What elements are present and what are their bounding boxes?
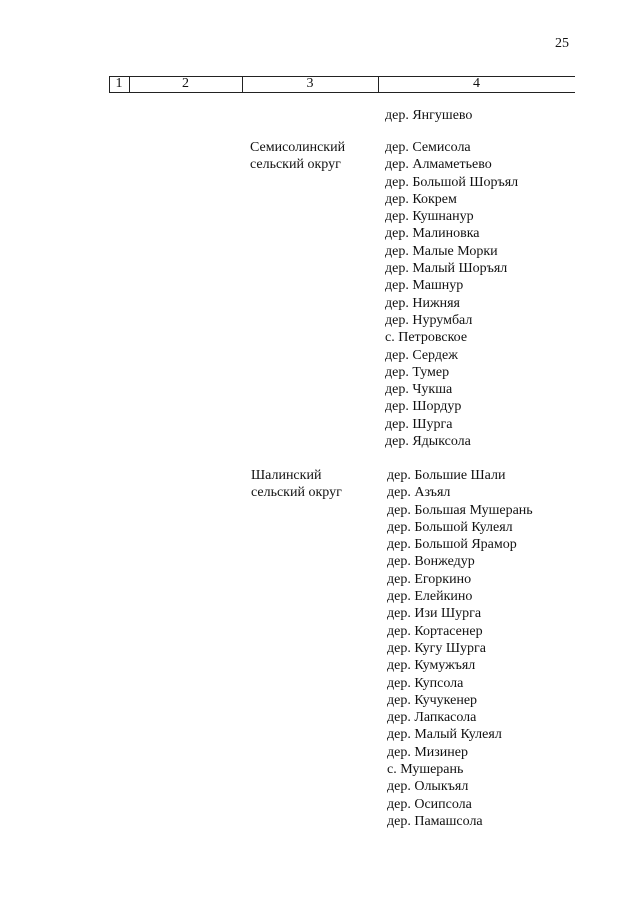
district-name-semisolinsky <box>250 139 345 173</box>
list-item: дер. Кушнанур <box>385 209 474 225</box>
district-line: сельский округ <box>251 485 342 500</box>
list-item: дер. Малый Шоръял <box>385 261 508 277</box>
list-item: дер. Памашсола <box>387 813 483 829</box>
settlement-list-semisolinsky <box>385 139 518 450</box>
list-item: дер. Кугу Шурга <box>387 640 486 656</box>
column-header-4: 4 <box>473 76 480 91</box>
list-item: дер. Нурумбал <box>385 312 473 328</box>
district-line: Семисолинский <box>250 140 346 155</box>
carryover-settlement: дер. Янгушево <box>385 108 473 123</box>
list-item: с. Мушерань <box>387 762 464 778</box>
list-item: дер. Большой Ярамор <box>387 537 517 553</box>
list-item: с. Петровское <box>385 330 468 346</box>
list-item: дер. Изи Шурга <box>387 606 482 622</box>
district-line: сельский округ <box>250 157 341 172</box>
list-item: дер. Нижняя <box>385 295 460 311</box>
list-item: дер. Большие Шали <box>387 468 506 483</box>
list-item: дер. Купсола <box>387 675 464 691</box>
list-item: дер. Ядыксола <box>385 434 471 450</box>
settlement-list-shalinsky <box>387 467 533 830</box>
list-item: дер. Большая Мушерань <box>387 502 533 518</box>
list-item: дер. Чукша <box>385 382 453 398</box>
list-item: дер. Малый Кулеял <box>387 727 502 743</box>
list-item: дер. Азъял <box>387 485 451 501</box>
list-item: дер. Олыкъял <box>387 779 469 795</box>
list-item: дер. Семисола <box>385 140 471 155</box>
column-header-2: 2 <box>182 76 189 91</box>
list-item: дер. Шордур <box>385 399 462 415</box>
list-item: дер. Тумер <box>385 364 450 380</box>
list-item: дер. Кумужъял <box>387 658 476 674</box>
district-line: Шалинский <box>251 468 322 483</box>
list-item: дер. Елейкино <box>387 589 473 605</box>
list-item: дер. Кокрем <box>385 191 457 207</box>
list-item: дер. Мизинер <box>387 744 469 760</box>
list-item: дер. Машнур <box>385 278 464 294</box>
list-item: дер. Малиновка <box>385 226 480 242</box>
page-number: 25 <box>555 36 569 51</box>
list-item: дер. Шурга <box>385 416 453 432</box>
table-header <box>109 76 575 93</box>
district-name-shalinsky <box>251 467 342 501</box>
list-item: дер. Сердеж <box>385 347 458 363</box>
list-item: дер. Кортасенер <box>387 623 483 639</box>
list-item: дер. Лапкасола <box>387 710 477 726</box>
list-item: дер. Большой Кулеял <box>387 519 513 535</box>
list-item: дер. Большой Шоръял <box>385 174 519 190</box>
column-header-1: 1 <box>115 76 123 91</box>
list-item: дер. Кучукенер <box>387 692 478 708</box>
list-item: дер. Алмаметьево <box>385 157 492 173</box>
list-item: дер. Егоркино <box>387 571 472 587</box>
list-item: дер. Малые Морки <box>385 243 498 259</box>
list-item: дер. Осипсола <box>387 796 472 812</box>
list-item: дер. Вонжедур <box>387 554 475 570</box>
column-header-3: 3 <box>306 76 314 91</box>
